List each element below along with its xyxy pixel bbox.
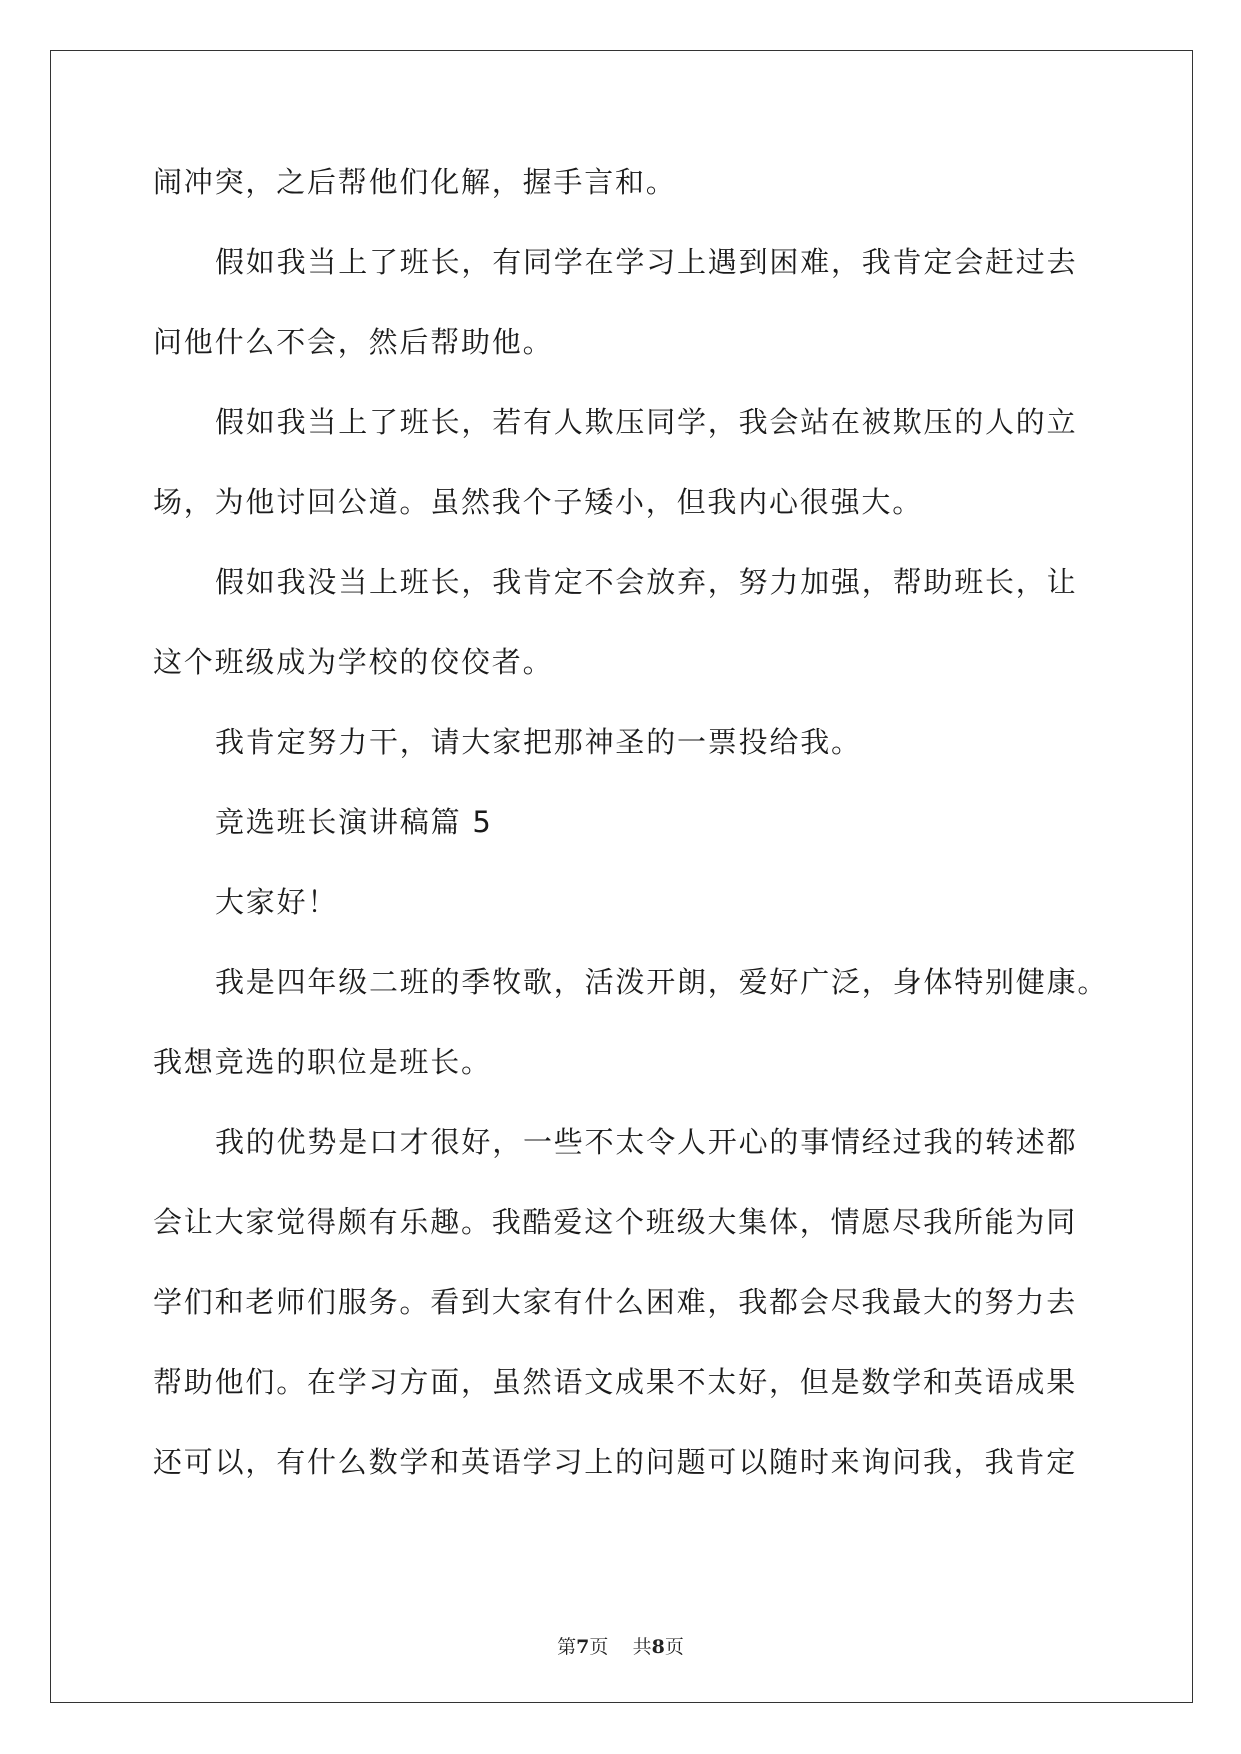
page-footer (0, 1635, 1241, 1659)
total-suffix: 页 (664, 1636, 684, 1658)
text-line: 这个班级成为学校的佼佼者。 (153, 645, 554, 679)
footer-gap (608, 1636, 632, 1658)
text-line: 会让大家觉得颇有乐趣。我酷爱这个班级大集体，情愿尽我所能为同 (153, 1205, 1078, 1239)
text-line: 假如我当上了班长，若有人欺压同学，我会站在被欺压的人的立 (215, 405, 1078, 439)
total-pages: 8 (651, 1636, 665, 1658)
total-indicator (633, 1636, 684, 1658)
total-prefix: 共 (632, 1636, 652, 1658)
text-line: 假如我没当上班长，我肯定不会放弃，努力加强，帮助班长，让 (215, 565, 1078, 599)
text-line: 问他什么不会，然后帮助他。 (153, 325, 554, 359)
text-line: 我肯定努力干，请大家把那神圣的一票投给我。 (215, 725, 862, 759)
text-line: 我是四年级二班的季牧歌，活泼开朗，爱好广泛，身体特别健康。 (215, 965, 1109, 999)
text-line: 学们和老师们服务。看到大家有什么困难，我都会尽我最大的努力去 (153, 1285, 1078, 1319)
text-line: 场，为他讨回公道。虽然我个子矮小，但我内心很强大。 (153, 485, 924, 519)
section-heading: 竞选班长演讲稿篇 5 (215, 805, 493, 839)
text-line: 闹冲突，之后帮他们化解，握手言和。 (153, 165, 677, 199)
text-line: 假如我当上了班长，有同学在学习上遇到困难，我肯定会赶过去 (215, 245, 1078, 279)
page-suffix: 页 (589, 1636, 609, 1658)
text-line: 帮助他们。在学习方面，虽然语文成果不太好，但是数学和英语成果 (153, 1365, 1078, 1399)
greeting-line: 大家好！ (215, 885, 339, 919)
page-indicator (557, 1636, 608, 1658)
text-line: 我的优势是口才很好，一些不太令人开心的事情经过我的转述都 (215, 1125, 1078, 1159)
text-line: 还可以，有什么数学和英语学习上的问题可以随时来询问我，我肯定 (153, 1445, 1078, 1479)
page-prefix: 第 (557, 1636, 577, 1658)
page-number: 7 (576, 1636, 590, 1658)
text-line: 我想竞选的职位是班长。 (153, 1045, 492, 1079)
